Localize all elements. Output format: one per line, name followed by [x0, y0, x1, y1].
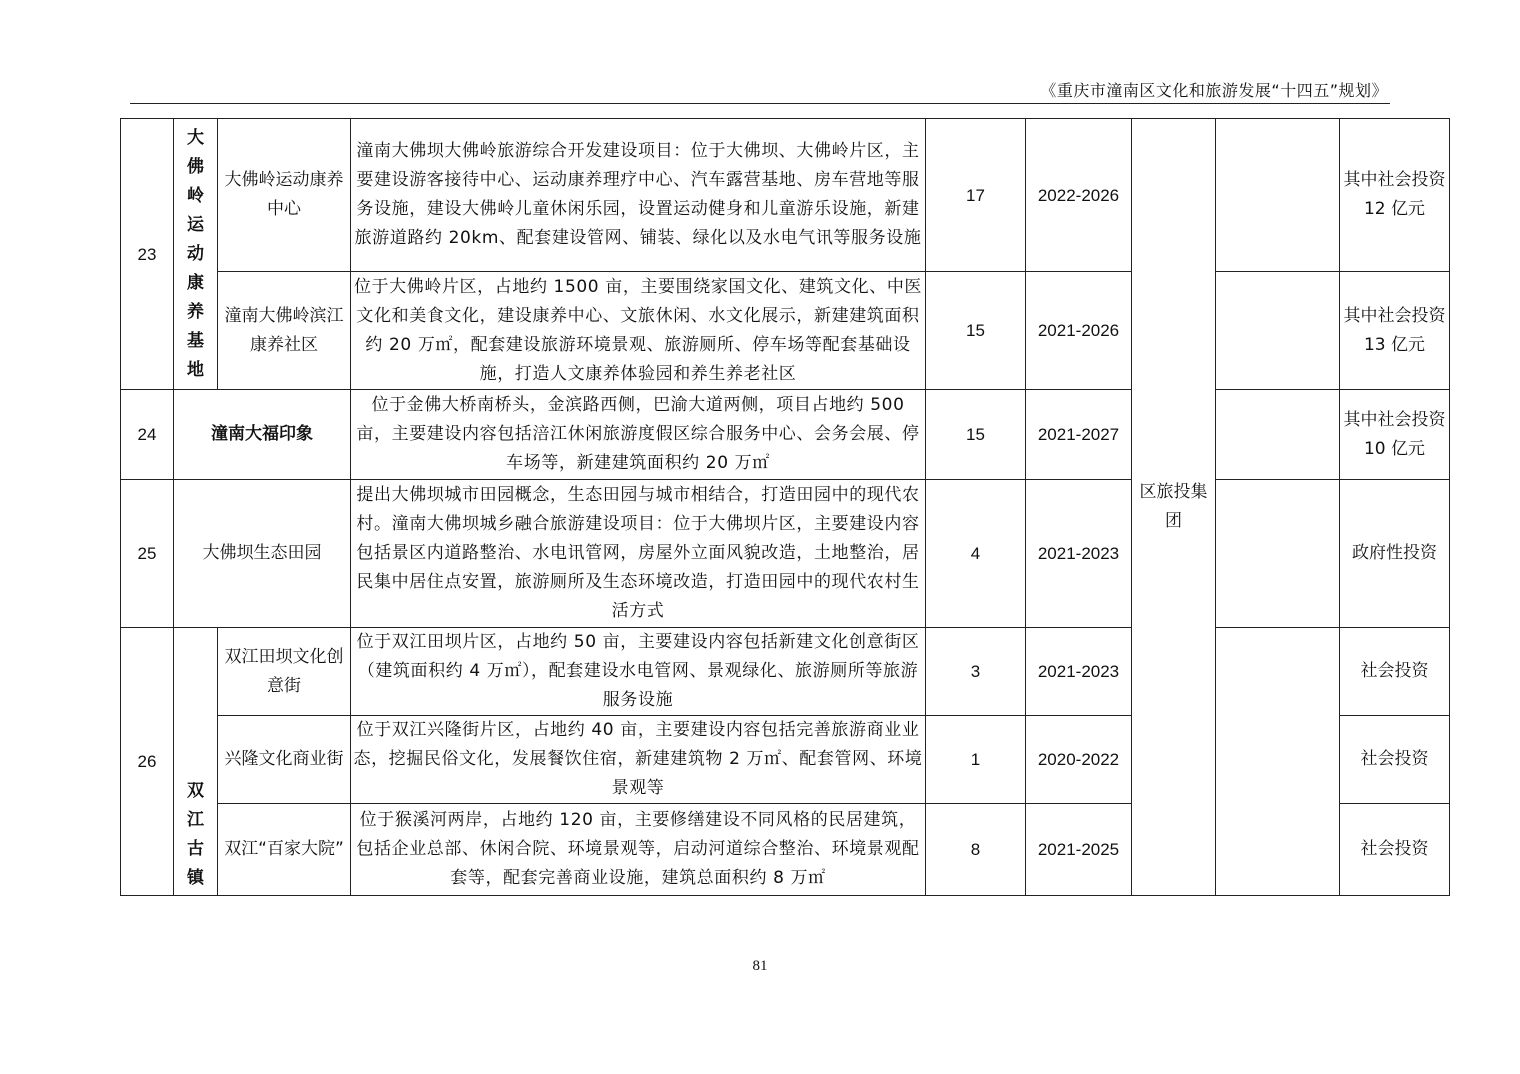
- project-description: 位于猴溪河两岸，占地约 120 亩，主要修缮建设不同风格的民居建筑，包括企业总部、休闲合院、环境景观等，启动河道综合整治、环境景观配套等，配套完善商业设施，建筑总面积约 8 万㎡: [351, 804, 926, 896]
- project-group-name: 双江古镇: [174, 628, 218, 896]
- remark: 政府性投资: [1340, 480, 1450, 628]
- sub-project-name: 潼南大佛岭滨江康养社区: [218, 272, 351, 390]
- remark: 其中社会投资 10 亿元: [1340, 390, 1450, 480]
- investment-amount: 4: [926, 480, 1026, 628]
- remark: 社会投资: [1340, 804, 1450, 896]
- construction-period: 2021-2027: [1026, 390, 1132, 480]
- row-number: 25: [121, 480, 174, 628]
- investment-amount: 17: [926, 119, 1026, 272]
- investment-amount: 1: [926, 716, 1026, 804]
- remark: 社会投资: [1340, 716, 1450, 804]
- sub-project-name: 兴隆文化商业街: [218, 716, 351, 804]
- project-name: 大佛坝生态田园: [174, 480, 351, 628]
- construction-period: 2021-2023: [1026, 628, 1132, 716]
- empty-cell: [1216, 390, 1340, 480]
- investment-amount: 15: [926, 390, 1026, 480]
- table-row: [121, 272, 1450, 390]
- construction-period: 2022-2026: [1026, 119, 1132, 272]
- project-description: 位于金佛大桥南桥头，金滨路西侧，巴渝大道两侧，项目占地约 500 亩，主要建设内容包括涪江休闲旅游度假区综合服务中心、会务会展、停车场等，新建建筑面积约 20 万㎡: [351, 390, 926, 480]
- table-row: [121, 628, 1450, 716]
- project-group-name: 大佛岭运动康养基地: [174, 119, 218, 390]
- remark: 其中社会投资 13 亿元: [1340, 272, 1450, 390]
- investment-amount: 8: [926, 804, 1026, 896]
- investment-amount: 15: [926, 272, 1026, 390]
- sub-project-name: 双江田坝文化创意街: [218, 628, 351, 716]
- empty-cell: [1216, 119, 1340, 272]
- table-row: [121, 480, 1450, 628]
- table-row: [121, 119, 1450, 272]
- remark: 社会投资: [1340, 628, 1450, 716]
- row-number: 26: [121, 628, 174, 896]
- empty-cell: [1216, 628, 1340, 896]
- row-number: 24: [121, 390, 174, 480]
- header-divider: [130, 103, 1390, 104]
- project-table: [120, 118, 1450, 896]
- row-number: 23: [121, 119, 174, 390]
- document-header-title: 《重庆市潼南区文化和旅游发展“十四五”规划》: [1040, 81, 1388, 100]
- table-row: [121, 390, 1450, 480]
- empty-cell: [1216, 480, 1340, 628]
- sub-project-name: 大佛岭运动康养中心: [218, 119, 351, 272]
- responsible-unit: 区旅投集团: [1132, 119, 1216, 896]
- construction-period: 2021-2023: [1026, 480, 1132, 628]
- construction-period: 2021-2025: [1026, 804, 1132, 896]
- project-description: 潼南大佛坝大佛岭旅游综合开发建设项目：位于大佛坝、大佛岭片区，主要建设游客接待中心、运动康养理疗中心、汽车露营基地、房车营地等服务设施，建设大佛岭儿童休闲乐园，设置运动健身和儿童游乐设施，新建旅游道路约 20km、配套建设管网、铺装、绿化以及水电气讯等服务设施: [351, 119, 926, 272]
- project-description: 位于双江兴隆街片区，占地约 40 亩，主要建设内容包括完善旅游商业业态，挖掘民俗文化，发展餐饮住宿，新建建筑物 2 万㎡、配套管网、环境景观等: [351, 716, 926, 804]
- sub-project-name: 双江“百家大院”: [218, 804, 351, 896]
- remark: 其中社会投资 12 亿元: [1340, 119, 1450, 272]
- empty-cell: [1216, 272, 1340, 390]
- construction-period: 2020-2022: [1026, 716, 1132, 804]
- construction-period: 2021-2026: [1026, 272, 1132, 390]
- project-description: 提出大佛坝城市田园概念，生态田园与城市相结合，打造田园中的现代农村。潼南大佛坝城乡融合旅游建设项目：位于大佛坝片区，主要建设内容包括景区内道路整治、水电讯管网，房屋外立面风貌改造，土地整治，居民集中居住点安置，旅游厕所及生态环境改造，打造田园中的现代农村生活方式: [351, 480, 926, 628]
- investment-amount: 3: [926, 628, 1026, 716]
- project-description: 位于双江田坝片区，占地约 50 亩，主要建设内容包括新建文化创意街区（建筑面积约 4 万㎡），配套建设水电管网、景观绿化、旅游厕所等旅游服务设施: [351, 628, 926, 716]
- project-name: 潼南大福印象: [174, 390, 351, 480]
- page-number: 81: [752, 958, 768, 974]
- project-description: 位于大佛岭片区，占地约 1500 亩，主要围绕家国文化、建筑文化、中医文化和美食文化，建设康养中心、文旅休闲、水文化展示，新建建筑面积约 20 万㎡，配套建设旅游环境景观、旅游厕所、停车场等配套基础设施，打造人文康养体验园和养生养老社区: [351, 272, 926, 390]
